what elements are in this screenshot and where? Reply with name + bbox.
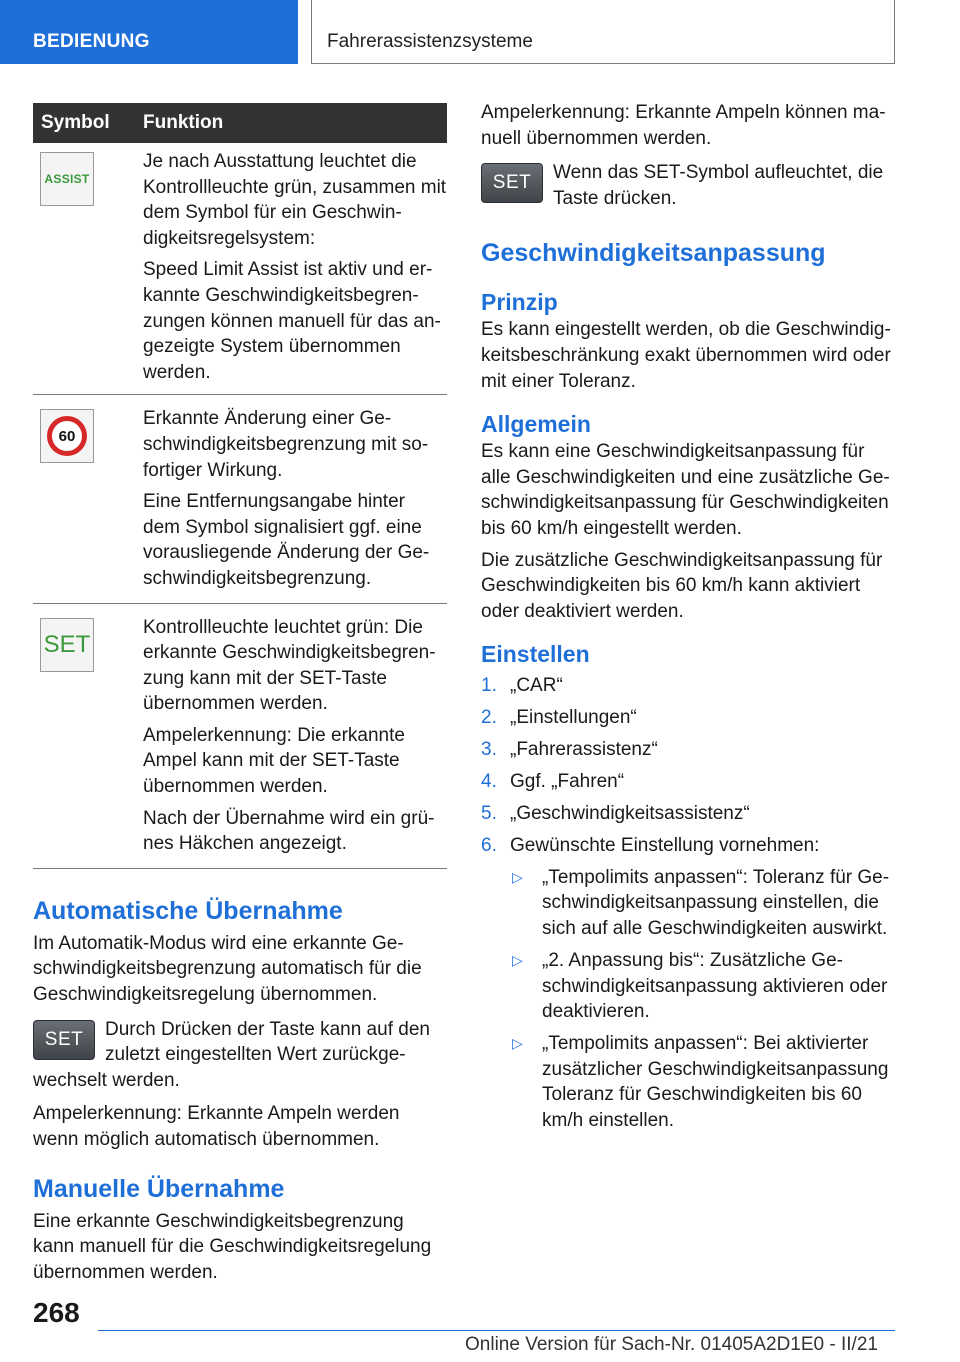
bullet-triangle-icon: ▷ [512, 952, 523, 968]
general-text: Es kann eine Geschwindigkeitsanpassung für alle Geschwindigkeiten und eine zusätzliche Geschwindigkeitsanpassung für Geschwindigkeiten bis 60 km/h eingestellt werden. [481, 441, 890, 539]
list-item: 4. Ggf. „Fahren“ [481, 771, 625, 793]
row-text: Je nach Ausstattung leuchtet die Kontrollleuchte grün, zusammen mit dem Symbol für ein Geschwindigkeitsregelsystem: [143, 151, 447, 249]
left-column [33, 103, 447, 1285]
row-text: Kontrollleuchte leuchtet grün: Die erkannte Geschwindigkeitsbegrenzung kann mit der SET-Taste übernommen werden. [143, 616, 436, 715]
auto-set-block [33, 1017, 447, 1094]
table-row [33, 143, 447, 395]
settings-steps [481, 673, 895, 1133]
section-title: BEDIENUNG [0, 0, 298, 64]
speed-limit-sign-icon [40, 409, 94, 463]
general-heading: Allgemein [481, 411, 591, 438]
page-number: 268 [33, 1297, 80, 1328]
manual-traffic-light: Ampelerkennung: Erkannte Ampeln können manuell übernommen werden. [481, 102, 886, 149]
assist-icon [40, 152, 94, 206]
row-text: Ampelerkennung: Die erkannte Ampel kann mit der SET-Taste übernommen werden. [143, 724, 405, 798]
manual-heading: Manuelle Übernahme [33, 1174, 285, 1203]
auto-intro: Im Automatik-Modus wird eine erkannte Geschwindigkeitsbegrenzung automatisch für die Geschwindigkeitsregelung übernommen. [33, 932, 422, 1006]
principle-text: Es kann eingestellt werden, ob die Geschwindigkeitsbeschränkung exakt übernommen wird oder mit einer Toleranz. [481, 319, 891, 392]
list-item: 3. „Fahrerassistenz“ [481, 739, 658, 761]
footer-text: Online Version für Sach-Nr. 01405A2D1E0 - II/21 [465, 1334, 878, 1355]
bullet-triangle-icon: ▷ [512, 868, 523, 885]
manual-set-block [481, 160, 895, 211]
set-button-label: SET [492, 172, 532, 194]
general-text: Die zusätzliche Geschwindigkeitsanpassung für Geschwindigkeiten bis 60 km/h kann aktiviert oder deaktiviert werden. [481, 549, 883, 622]
row-text: Nach der Übernahme wird ein grünes Häkchen angezeigt. [143, 807, 435, 855]
set-icon [40, 618, 94, 672]
sub-list-item: ▷ „Tempolimits anpassen“: Bei aktivierter zusätzlicher Geschwindigkeitsanpassung Toleranz für Geschwindigkeiten bis 60 km/h einstellen. [510, 1031, 895, 1133]
set-button-label: SET [44, 1028, 84, 1050]
table-row [33, 604, 447, 869]
settings-heading: Einstellen [481, 641, 590, 668]
row-text: Erkannte Änderung einer Geschwindigkeitsbegrenzung mit sofortiger Wirkung. [143, 408, 429, 481]
manual-intro: Eine erkannte Geschwindigkeitsbegrenzung kann manuell für die Geschwindigkeitsregelung übernommen werden. [33, 1210, 432, 1283]
manual-set-text: Wenn das SET-Symbol aufleuchtet, die Taste drücken. [553, 162, 884, 209]
chapter-title: Fahrerassistenzsysteme [311, 0, 895, 64]
adaptation-heading: Geschwindigkeitsanpassung [481, 239, 826, 268]
list-item: 1. „CAR“ [481, 675, 563, 697]
list-item: 2. „Einstellungen“ [481, 707, 637, 729]
row-text: Speed Limit Assist ist aktiv und erkannte Geschwindigkeitsbegrenzungen können manuell für das angezeigte System übernommen werden. [143, 259, 441, 383]
symbol-table [33, 103, 447, 869]
table-header [33, 103, 447, 143]
auto-set-text: Durch Drücken der Taste kann auf den zuletzt eingestellten Wert zurückgewechselt werden. [33, 1018, 430, 1091]
set-button-icon [33, 1020, 95, 1060]
speed-limit-value: 60 [58, 427, 76, 445]
table-row [33, 395, 447, 603]
bullet-triangle-icon: ▷ [512, 1035, 523, 1052]
auto-traffic-light: Ampelerkennung: Erkannte Ampeln werden wenn möglich automatisch übernommen. [33, 1103, 400, 1150]
assist-icon-label: ASSIST [44, 172, 90, 186]
sub-list-item: ▷ „2. Anpassung bis“: Zusätzliche Geschwindigkeitsanpassung aktivieren oder deaktivieren. [510, 948, 895, 1025]
sub-steps [481, 865, 895, 1134]
sub-list-item: ▷ „Tempolimits anpassen“: Toleranz für Geschwindigkeitsanpassung einstellen, die sich auf alle Geschwindigkeiten auswirkt. [510, 865, 895, 942]
principle-heading: Prinzip [481, 289, 558, 316]
row-text: Eine Entfernungsangabe hinter dem Symbol signalisiert ggf. eine vorausliegende Änderung der Geschwindigkeitsbegrenzung. [143, 491, 430, 589]
set-button-icon [481, 163, 543, 203]
column-header-symbol: Symbol [41, 112, 110, 133]
column-header-function: Funktion [143, 112, 224, 133]
right-column [481, 100, 895, 1140]
auto-heading: Automatische Übernahme [33, 896, 343, 925]
footer-divider [98, 1330, 895, 1331]
list-item: 6. Gewünschte Einstellung vornehmen: ▷ „Tempolimits anpassen“: Toleranz für Geschwindigkeitsanpassung einstellen, die sich auf alle Geschwindigkeiten auswirkt. ▷ „2. Anpassung bis“: Zusätzliche Geschwindigkeitsanpassung aktivieren oder deaktivieren. ▷ „Tempolimits anpassen“: Bei aktivierter zusätzlicher Geschwindigkeitsanpassung Toleranz für Geschwindigkeiten bis 60 km/h einstellen. [481, 833, 895, 1133]
set-icon-label: SET [43, 630, 91, 658]
list-item: 5. „Geschwindigkeitsassistenz“ [481, 803, 750, 825]
